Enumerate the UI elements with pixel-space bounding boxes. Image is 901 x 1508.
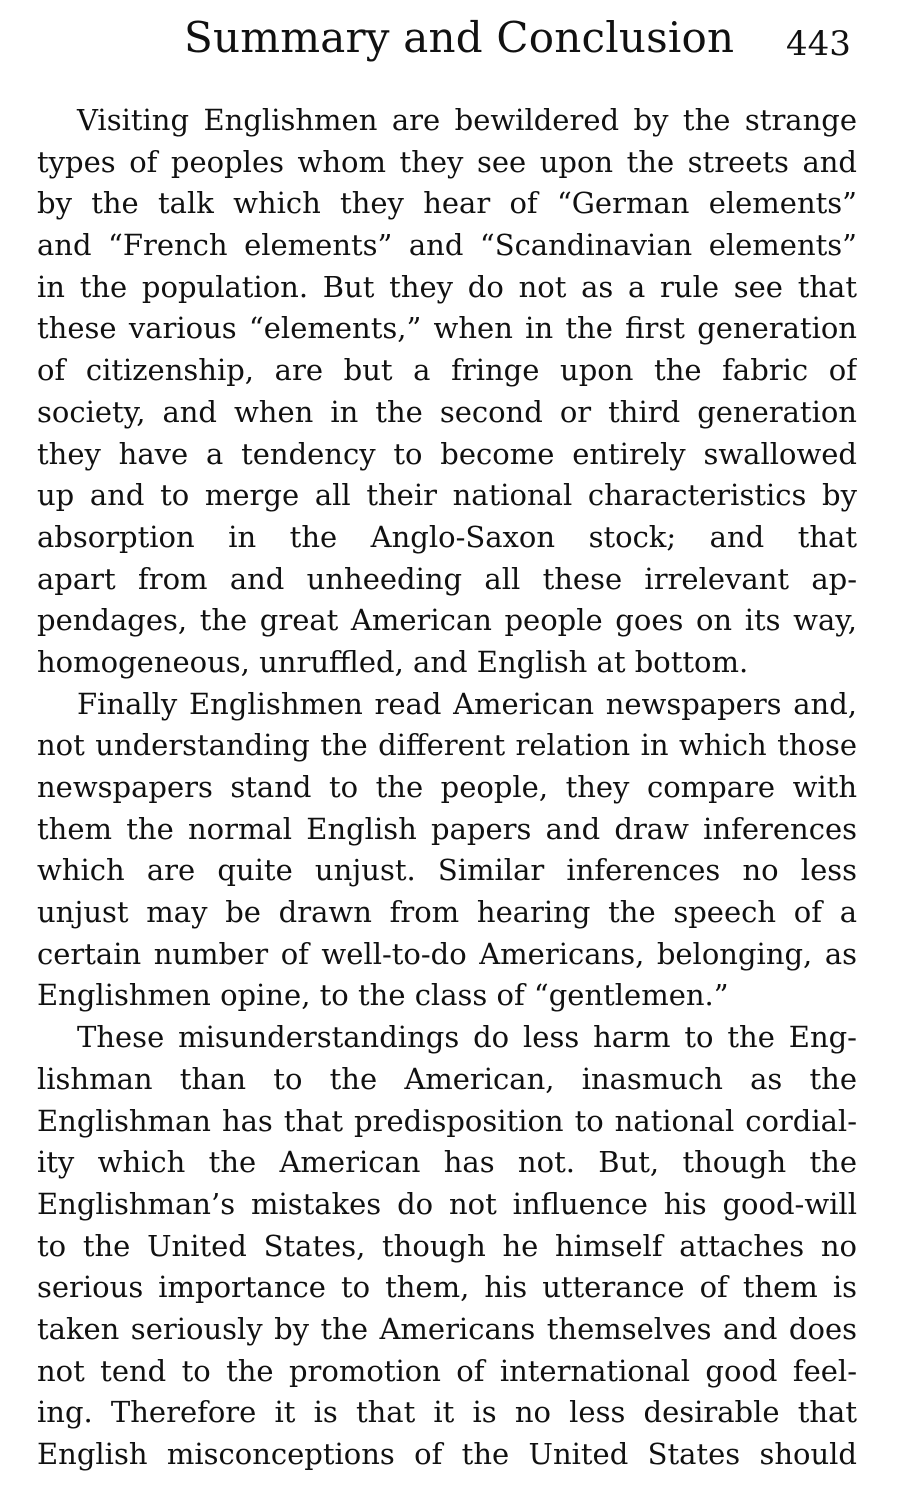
text-line: not tend to the promotion of international good feel- <box>37 1353 857 1388</box>
paragraph <box>37 100 857 684</box>
text-line: apart from and unheeding all these irrelevant ap- <box>37 561 857 596</box>
text-line: Englishman’s mistakes do not influence his good-will <box>37 1186 857 1221</box>
running-head <box>0 8 901 68</box>
text-line: they have a tendency to become entirely swallowed <box>37 436 857 471</box>
text-line: pendages, the great American people goes on its way, <box>37 603 857 638</box>
text-line: in the population. But they do not as a rule see that <box>37 269 857 304</box>
text-line: Englishmen opine, to the class of “gentlemen.” <box>37 978 729 1013</box>
text-line: them the normal English papers and draw inferences <box>37 811 857 846</box>
text-line: English misconceptions of the United States should <box>37 1437 857 1471</box>
text-line: types of peoples whom they see upon the streets and <box>37 144 857 179</box>
paragraph <box>37 684 857 1018</box>
text-line: ing. Therefore it is that it is no less desirable that <box>37 1395 857 1430</box>
text-line: to the United States, though he himself attaches no <box>37 1228 857 1263</box>
text-line: society, and when in the second or third generation <box>37 394 857 429</box>
text-line: newspapers stand to the people, they compare with <box>37 770 857 804</box>
page-number: 443 <box>786 24 851 64</box>
text-line: taken seriously by the Americans themselves and does <box>37 1311 857 1346</box>
text-line: certain number of well-to-do Americans, belonging, as <box>37 936 857 971</box>
text-line: by the talk which they hear of “German elements” <box>37 186 857 221</box>
text-line: lishman than to the American, inasmuch as the <box>37 1061 857 1096</box>
paragraph <box>37 1017 857 1476</box>
text-line: Finally Englishmen read American newspapers and, <box>77 686 857 721</box>
text-line: ity which the American has not. But, though the <box>37 1145 857 1180</box>
text-line: absorption in the Anglo-Saxon stock; and that <box>37 519 857 554</box>
text-line: which are quite unjust. Similar inferences no less <box>37 853 857 888</box>
text-line: and “French elements” and “Scandinavian elements” <box>37 228 857 263</box>
text-line: homogeneous, unruffled, and English at bottom. <box>37 644 749 679</box>
text-line: Visiting Englishmen are bewildered by the strange <box>77 103 857 137</box>
text-line: unjust may be drawn from hearing the speech of a <box>37 895 857 930</box>
text-line: Englishman has that predisposition to national cordial- <box>37 1103 857 1138</box>
running-title: Summary and Conclusion <box>184 13 735 62</box>
text-line: not understanding the different relation in which those <box>37 728 857 763</box>
text-line: serious importance to them, his utterance of them is <box>37 1270 857 1305</box>
text-line: up and to merge all their national characteristics by <box>37 478 857 513</box>
text-line: these various “elements,” when in the first generation <box>37 311 857 346</box>
text-line: These misunderstandings do less harm to the Eng- <box>77 1020 857 1055</box>
text-line: of citizenship, are but a fringe upon the fabric of <box>37 353 857 388</box>
body-text <box>37 100 857 1476</box>
